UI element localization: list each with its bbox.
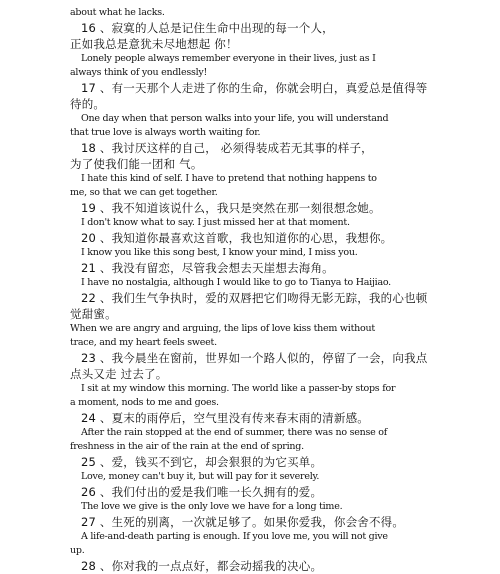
chinese-text-line: 27 、生死的别离，一次就足够了。如果你爱我，你会舍不得。	[81, 515, 405, 529]
chinese-text-line: 20 、我知道你最喜欢这首歌，我也知道你的心思，我想你。	[81, 231, 393, 245]
chinese-text-line: 16 、寂寞的人总是记住生命中出现的每一个人，	[81, 21, 334, 35]
english-text-line: trace, and my heart feels sweet.	[70, 337, 217, 348]
chinese-text-line: 19 、我不知道该说什么，我只是突然在那一刻很想念她。	[81, 201, 381, 215]
english-text-line: freshness in the air of the rain at the end of spring.	[70, 441, 304, 452]
chinese-text-line: 待的。	[70, 97, 106, 111]
chinese-text-line: 正如我总是意犹未尽地想起 你！	[70, 37, 238, 51]
english-text-line: I hate this kind of self. I have to pretend that nothing happens to	[81, 173, 377, 184]
chinese-text-line: 18 、我讨厌这样的自己， 必须得装成若无其事的样子，	[81, 141, 373, 155]
english-text-line: After the rain stopped at the end of summer, there was no sense of	[81, 427, 387, 438]
chinese-text-line: 26 、我们付出的爱是我们唯一长久拥有的爱。	[81, 485, 323, 499]
chinese-text-line: 为了使我们能一团和 气。	[70, 157, 203, 171]
chinese-text-line: 25 、爱，钱买不到它，却会狠狠的为它买单。	[81, 455, 323, 469]
english-text-line: me, so that we can get together.	[70, 187, 218, 198]
chinese-text-line: 28 、你对我的一点点好，都会动摇我的决心。	[81, 559, 323, 573]
chinese-text-line: 17 、有一天那个人走进了你的生命，你就会明白，真爱总是值得等	[81, 81, 428, 95]
english-text-line: always think of you endlessly!	[70, 67, 208, 78]
english-text-line: I have no nostalgia, although I would like to go to Tianya to Haijiao.	[81, 277, 391, 288]
english-text-line: I don't know what to say. I just missed her at that moment.	[81, 217, 350, 228]
chinese-text-line: 22 、我们生气争执时，爱的双唇把它们吻得无影无踪，我的心也顿	[81, 291, 428, 305]
english-text-line: Love, money can't buy it, but will pay for it severely.	[81, 471, 320, 482]
chinese-text-line: 21 、我没有留恋，尽管我会想去天崖想去海角。	[81, 261, 334, 275]
english-text-line: A life-and-death parting is enough. If you love me, you will not give	[81, 531, 388, 542]
english-text-line: Lonely people always remember everyone in their lives, just as I	[81, 53, 376, 64]
english-text-line: that true love is always worth waiting for.	[70, 127, 261, 138]
chinese-text-line: 23 、我今晨坐在窗前，世界如一个路人似的，停留了一会，向我点	[81, 351, 428, 365]
english-text-line: a moment, nods to me and goes.	[70, 397, 219, 408]
english-text-line: about what he lacks.	[70, 7, 165, 18]
english-text-line: up.	[70, 545, 85, 556]
english-text-line: I sit at my window this morning. The world like a passer-by stops for	[81, 383, 396, 394]
chinese-text-line: 觉甜蜜。	[70, 307, 117, 321]
english-text-line: One day when that person walks into your life, you will understand	[81, 113, 389, 124]
english-text-line: When we are angry and arguing, the lips of love kiss them without	[70, 323, 375, 334]
english-text-line: I know you like this song best, I know your mind, I miss you.	[81, 247, 358, 258]
english-text-line: The love we give is the only love we have for a long time.	[81, 501, 343, 512]
chinese-text-line: 24 、夏末的雨停后，空气里没有传来春末雨的清新感。	[81, 411, 369, 425]
chinese-text-line: 点头又走 过去了。	[70, 367, 168, 381]
